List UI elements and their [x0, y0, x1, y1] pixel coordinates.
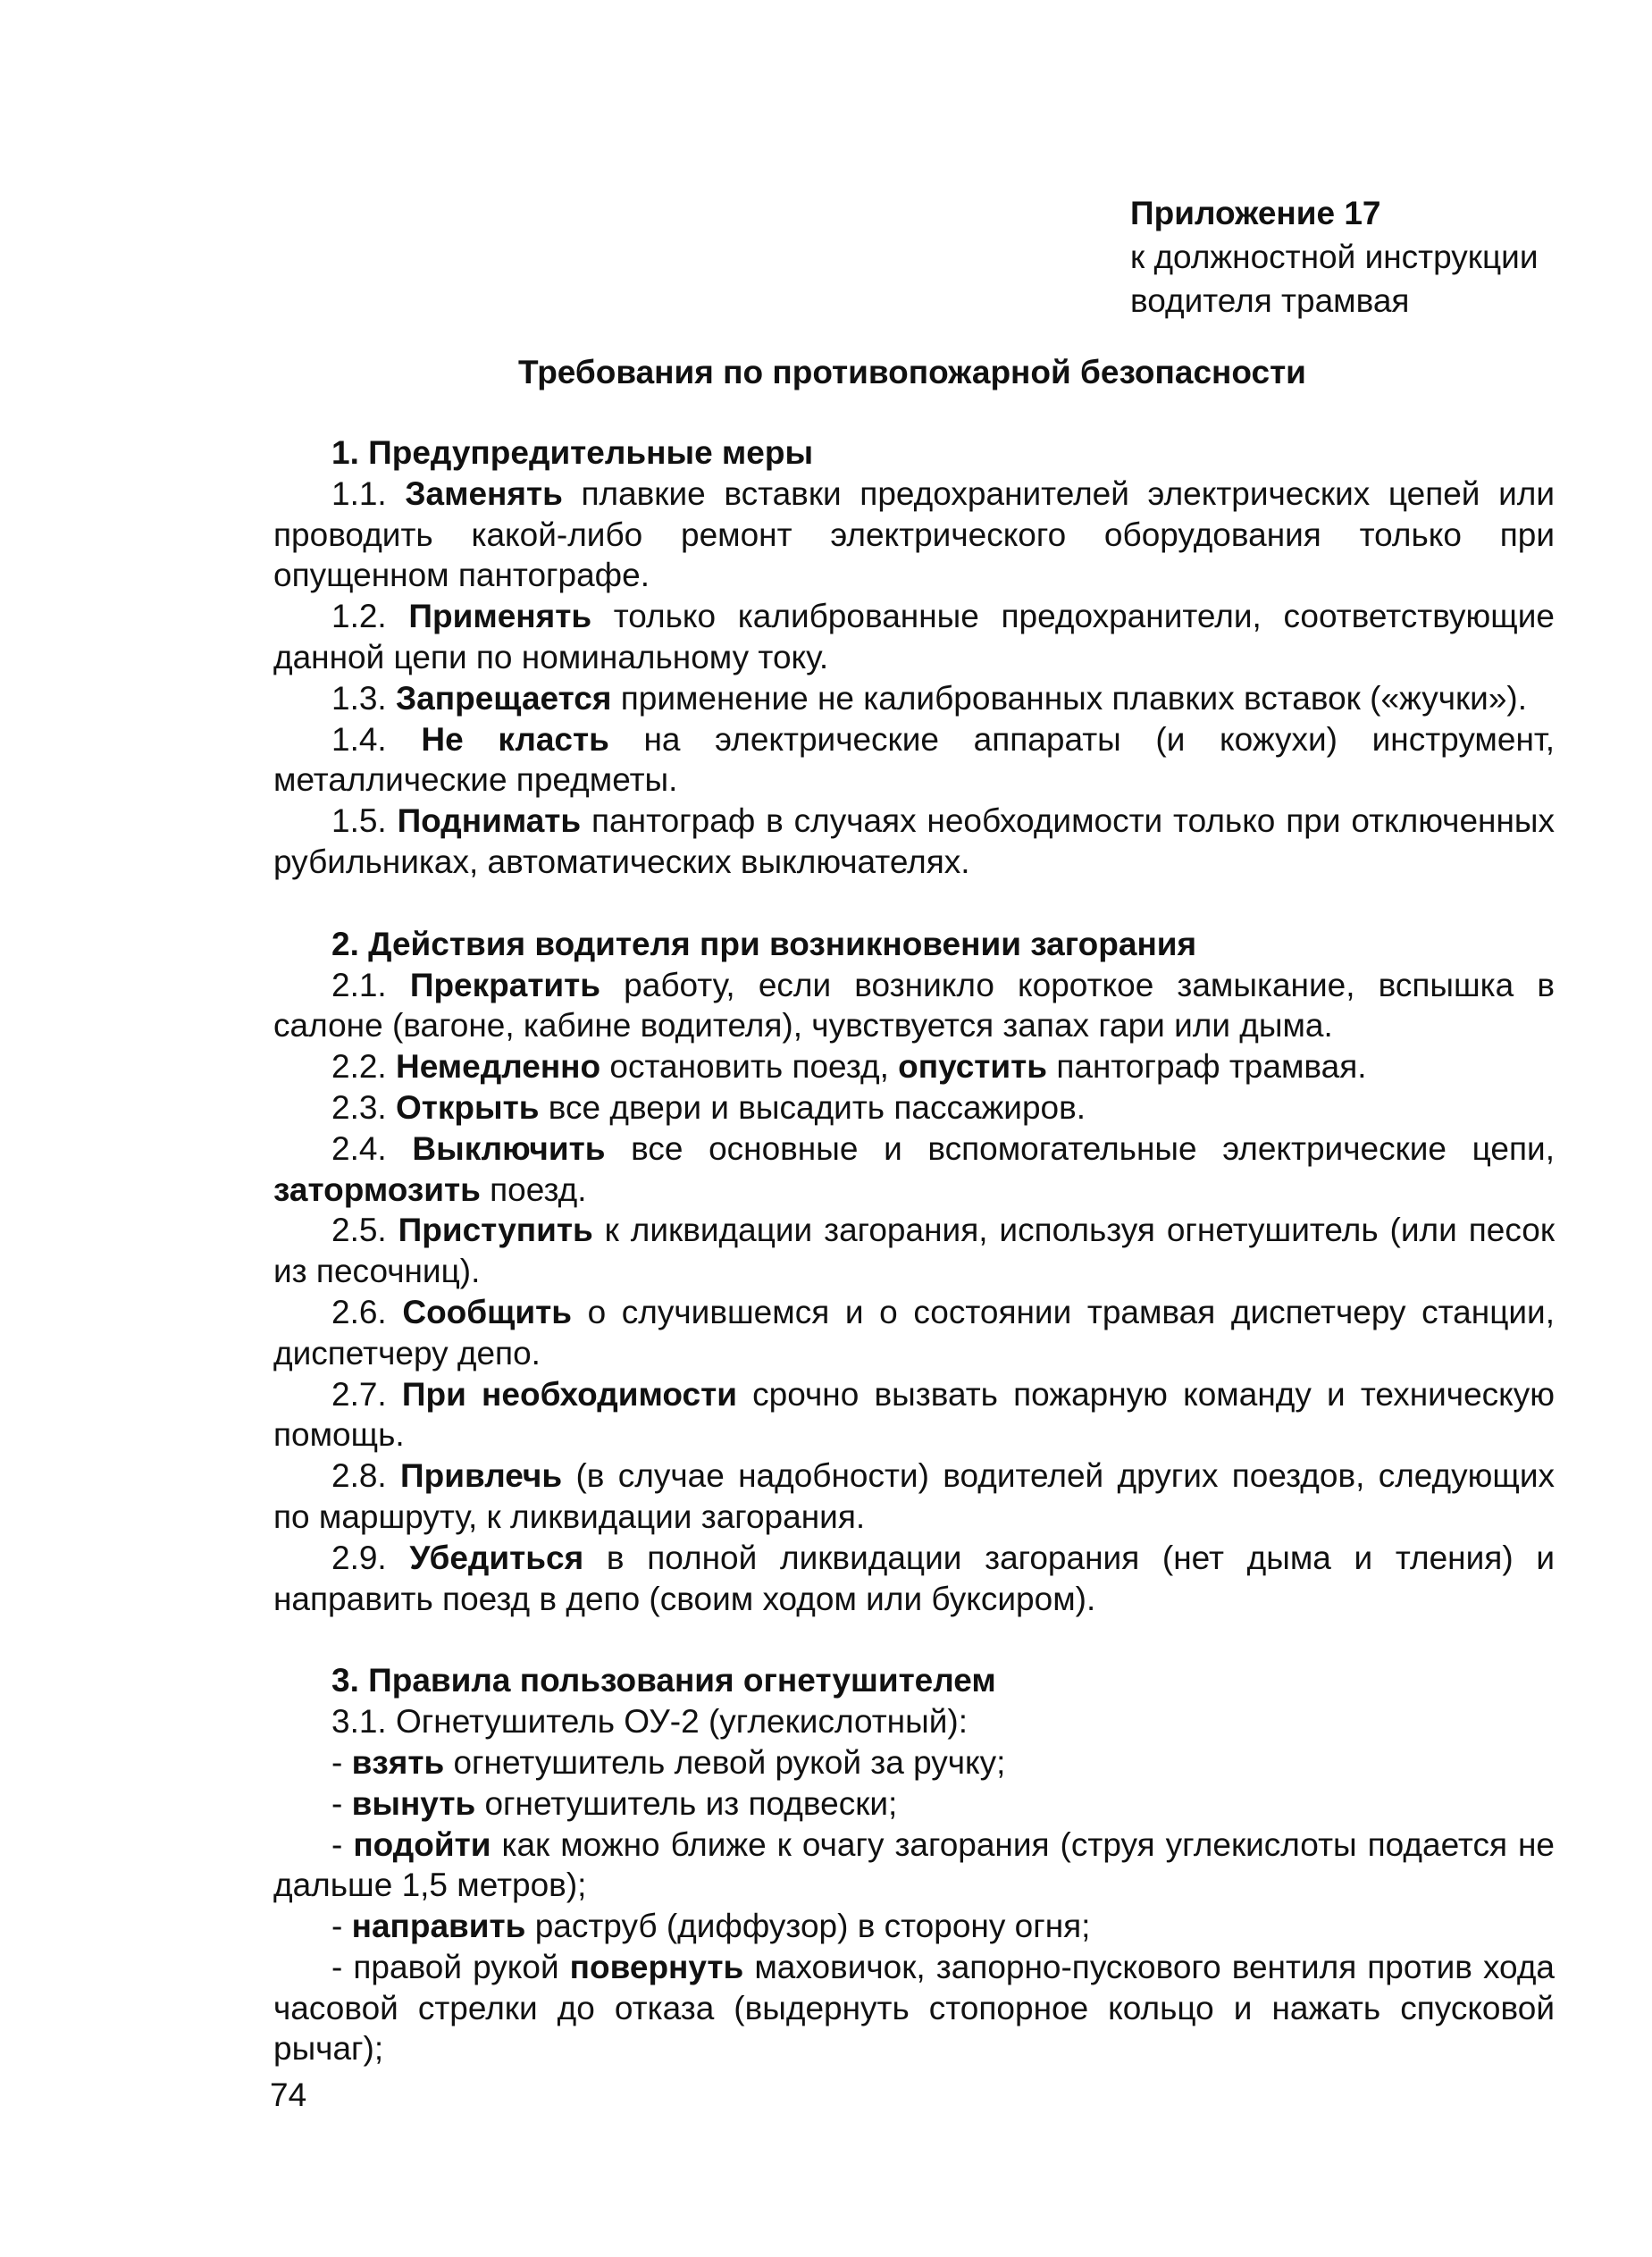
item-2-4: 2.4. Выключить все основные и вспомогательные электрические цепи, затормозить поезд. [273, 1129, 1555, 1208]
page-number: 74 [270, 2077, 307, 2113]
item-2-1: 2.1. Прекратить работу, если возникло короткое замыкание, вспышка в салоне (вагоне, кабине водителя), чувствуется запах гари или дыма. [273, 966, 1556, 1045]
item-2-8: 2.8. Привлечь (в случае надобности) водителей других поездов, следующих по маршруту, к ликвидации загорания. [273, 1457, 1556, 1535]
appendix-title: Приложение 17 [1130, 195, 1381, 231]
step-take: - взять огнетушитель левой рукой за ручку; [331, 1743, 1006, 1781]
item-1-5: 1.5. Поднимать пантограф в случаях необходимости только при отключенных рубильниках, автоматических выключателях. [273, 802, 1555, 880]
section-2-heading: 2. Действия водителя при возникновении загорания [331, 925, 1197, 962]
item-1-4: 1.4. Не класть на электрические аппараты (и кожухи) инструмент, металлические предметы. [273, 720, 1555, 799]
item-2-7: 2.7. При необходимости срочно вызвать пожарную команду и техническую помощь. [273, 1375, 1556, 1454]
item-1-3: 1.3. Запрещается применение не калиброванных плавких вставок («жучки»). [331, 679, 1528, 717]
item-1-2: 1.2. Применять только калиброванные предохранители, соответствующие данной цепи по номинальному току. [273, 598, 1555, 675]
document-title: Требования по противопожарной безопасности [518, 354, 1306, 390]
item-2-3: 2.3. Открыть все двери и высадить пассажиров. [331, 1088, 1086, 1126]
step-direct: - направить раструб (диффузор) в сторону огня; [331, 1908, 1091, 1945]
item-3-1-intro: 3.1. Огнетушитель ОУ-2 (углекислотный): [331, 1703, 968, 1741]
section-3-heading: 3. Правила пользования огнетушителем [331, 1662, 996, 1699]
appendix-line-2: водителя трамвая [1130, 282, 1410, 319]
item-2-2: 2.2. Немедленно остановить поезд, опустить пантограф трамвая. [331, 1048, 1367, 1086]
step-turn: - правой рукой повернуть маховичок, запорно-пускового вентиля против хода часовой стрелки до отказа (выдернуть стопорное кольцо и нажать спусковой рычаг); [273, 1948, 1555, 2068]
item-2-6: 2.6. Сообщить о случившемся и о состоянии трамвая диспетчеру станции, диспетчеру депо. [273, 1293, 1555, 1372]
section-1-heading: 1. Предупредительные меры [331, 434, 814, 471]
item-1-1: 1.1. Заменять плавкие вставки предохранителей электрических цепей или проводить какой-либо ремонт электрического оборудования только при опущенном пантографе. [273, 474, 1556, 594]
appendix-line-1: к должностной инструкции [1130, 239, 1539, 275]
item-2-9: 2.9. Убедиться в полной ликвидации загорания (нет дыма и тления) и направить поезд в депо (своим ходом или буксиром). [273, 1539, 1555, 1617]
step-approach: - подойти как можно ближе к очагу загорания (струя углекислоты подается не дальше 1,5 метров); [273, 1825, 1555, 1904]
document-body [273, 432, 1555, 2069]
step-remove: - вынуть огнетушитель из подвески; [331, 1784, 898, 1822]
appendix-block [1130, 191, 1631, 323]
item-2-5: 2.5. Приступить к ликвидации загорания, используя огнетушитель (или песок из песочниц). [273, 1212, 1556, 1290]
